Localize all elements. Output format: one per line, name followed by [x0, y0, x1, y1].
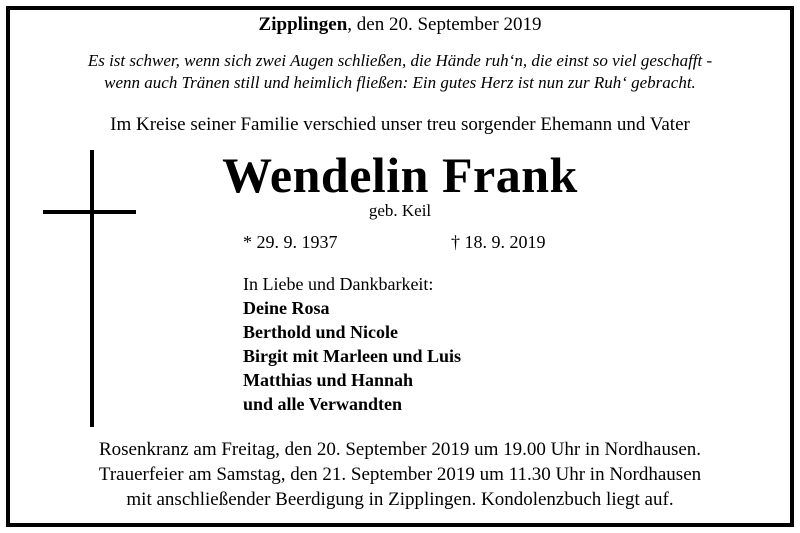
intro-text: Im Kreise seiner Familie verschied unser treu sorgender Ehemann und Vater	[110, 114, 690, 135]
cross-vertical-bar	[90, 150, 94, 427]
mourner-name: Matthias und Hannah	[243, 370, 414, 390]
mourners-lead: In Liebe und Dankbarkeit:	[243, 274, 434, 294]
service-line: Trauerfeier am Samstag, den 21. September 2019 um 11.30 Uhr in Nordhausen	[98, 464, 702, 485]
place-date	[0, 14, 800, 36]
place: Zipplingen	[258, 14, 348, 35]
mourner-name: und alle Verwandten	[243, 394, 403, 414]
poem	[0, 50, 800, 94]
mourner-name: Birgit mit Marleen und Luis	[243, 346, 462, 366]
service-line: mit anschließender Beerdigung in Zipplingen. Kondolenzbuch liegt auf.	[126, 489, 674, 510]
deceased-name: Wendelin Frank	[222, 147, 578, 203]
poem-line: wenn auch Tränen still und heimlich fließen: Ein gutes Herz ist nun zur Ruh‘ gebracht.	[104, 73, 696, 92]
birth-date: * 29. 9. 1937	[243, 232, 338, 252]
cross-horizontal-bar	[43, 210, 136, 214]
poem-line: Es ist schwer, wenn sich zwei Augen schließen, die Hände ruh‘n, die einst so viel geschafft -	[87, 51, 713, 70]
mourner-name: Deine Rosa	[243, 298, 330, 318]
mourners-list	[243, 272, 461, 416]
death-date: † 18. 9. 2019	[451, 232, 546, 252]
born-name: geb. Keil	[368, 201, 432, 220]
date: , den 20. September 2019	[347, 14, 542, 35]
service-info	[0, 437, 800, 512]
mourner-name: Berthold und Nicole	[243, 322, 399, 342]
service-line: Rosenkranz am Freitag, den 20. September 2019 um 19.00 Uhr in Nordhausen.	[98, 439, 702, 460]
